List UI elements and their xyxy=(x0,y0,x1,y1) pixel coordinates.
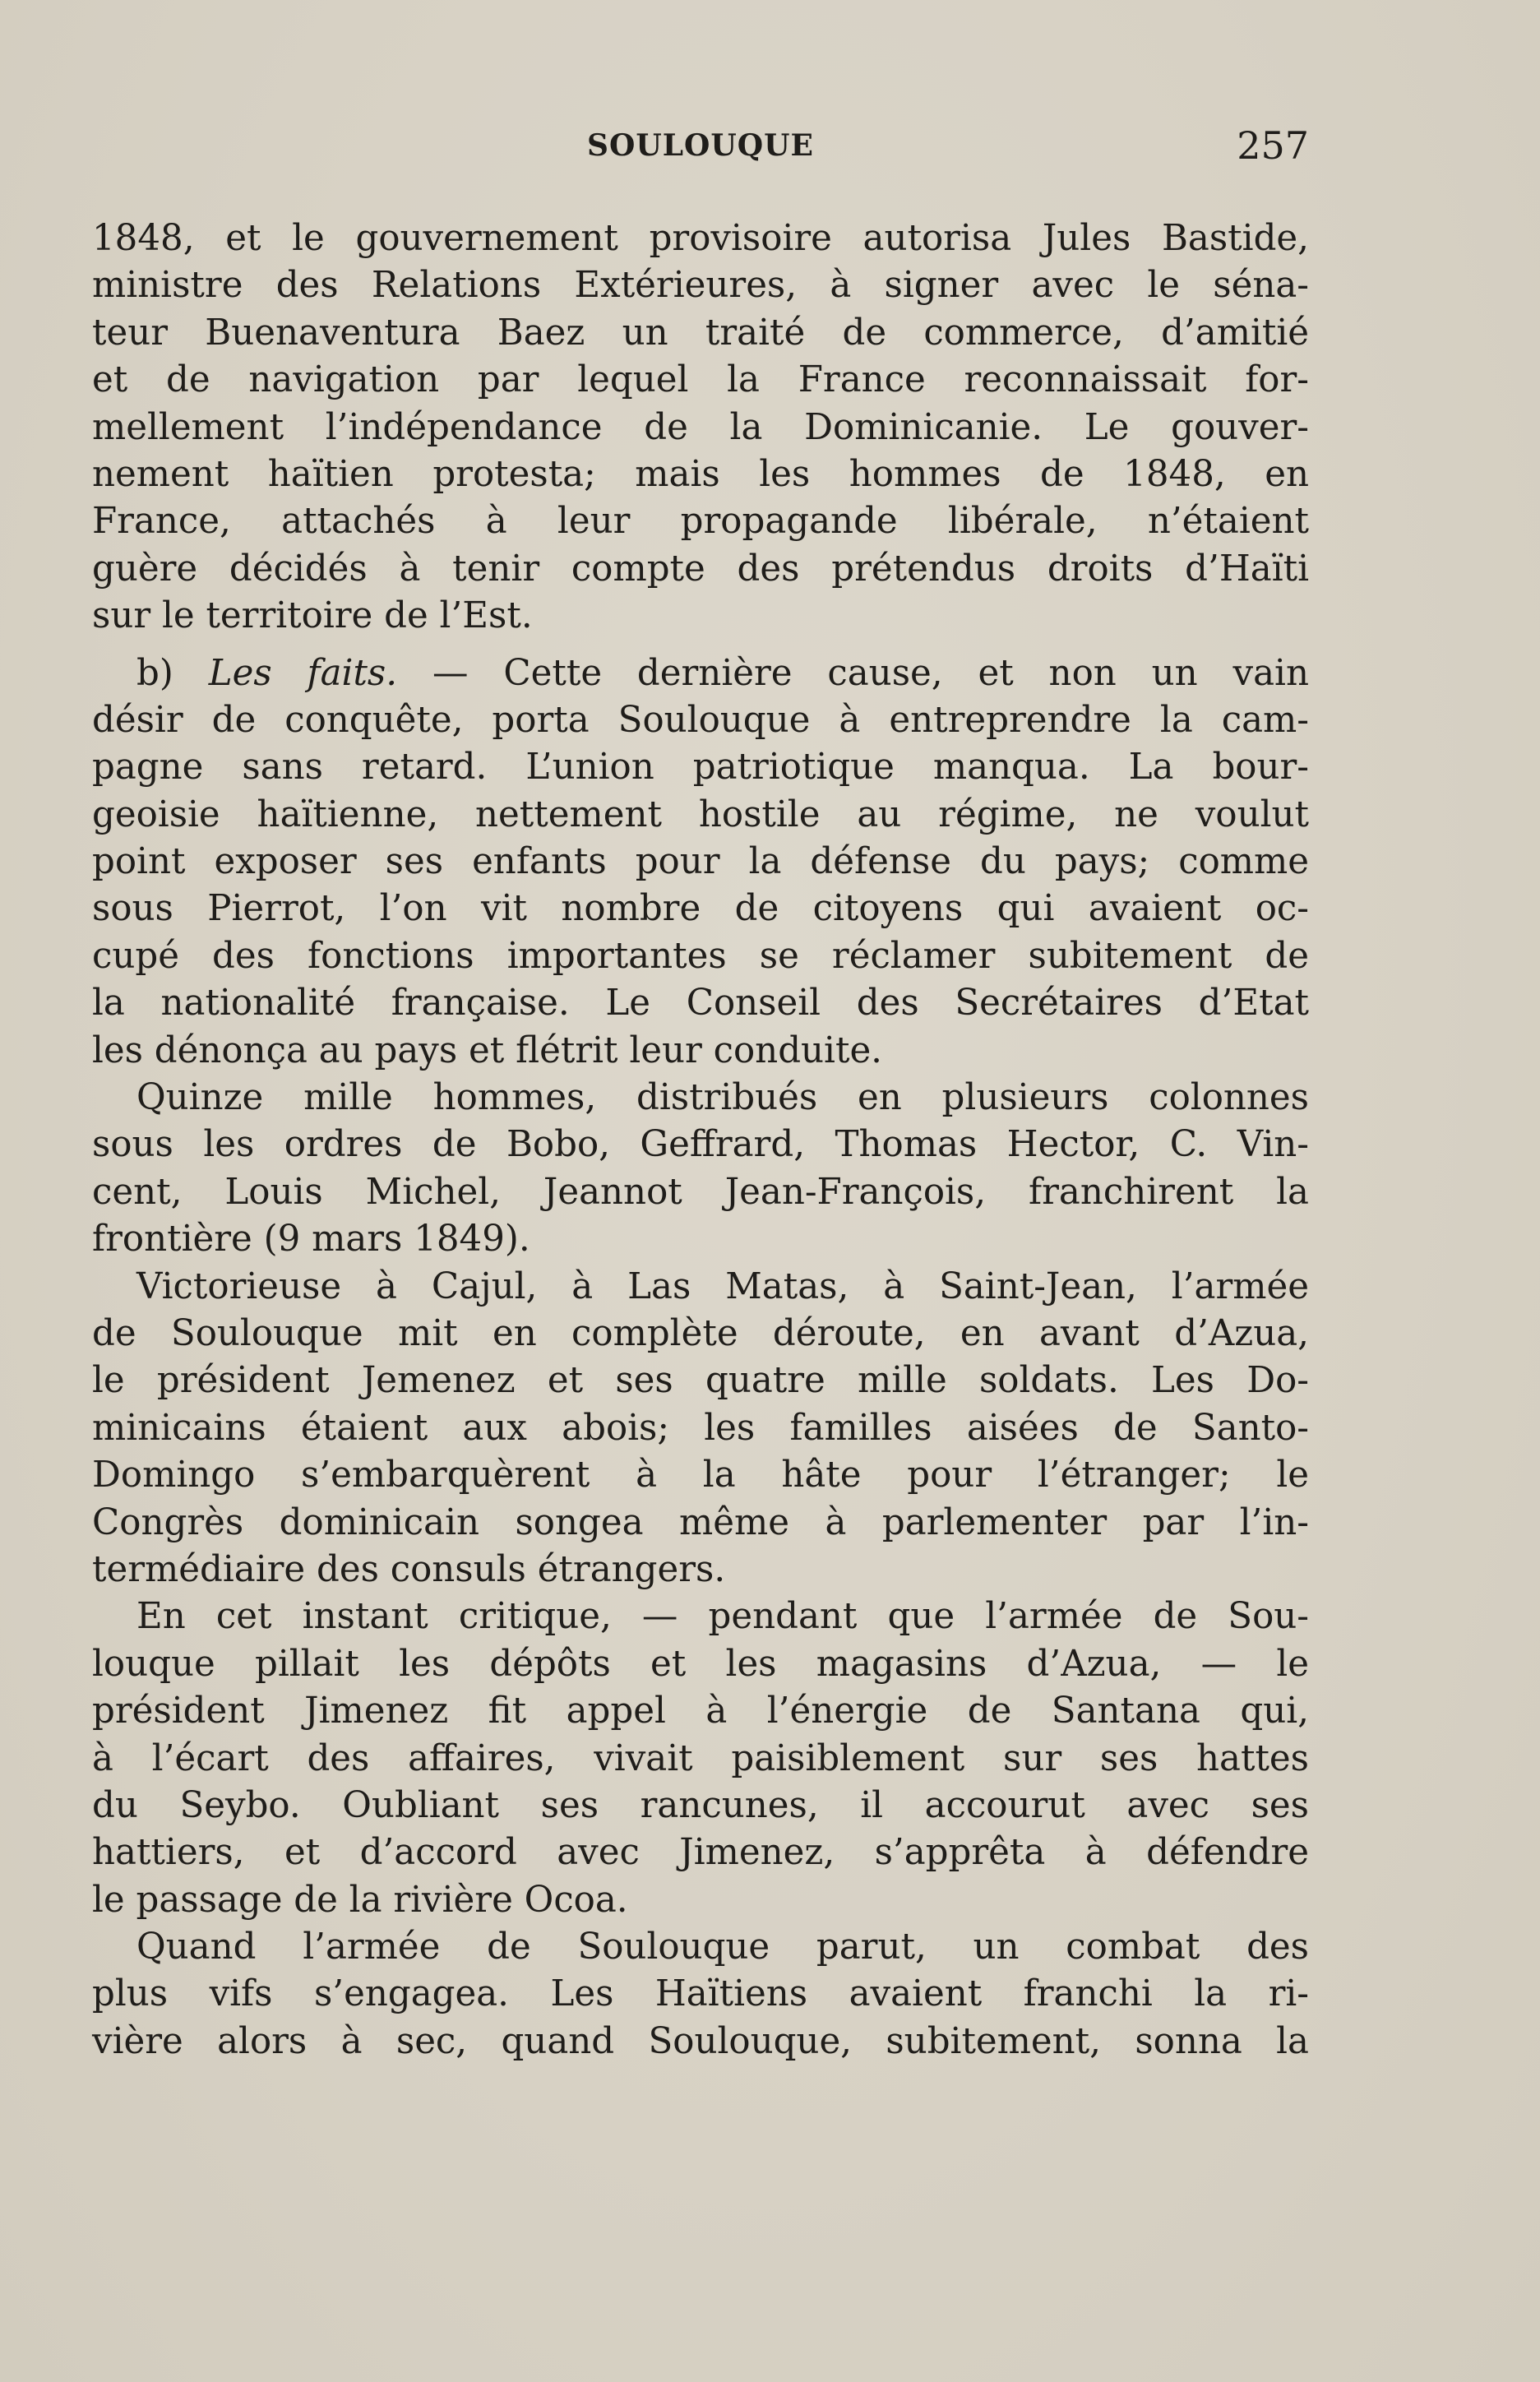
text-line: les dénonça au pays et flétrit leur conduite. xyxy=(92,1029,883,1071)
text-line: ministre des Relations Extérieures, à signer avec le séna- xyxy=(92,265,1309,307)
text-line: louque pillait les dépôts et les magasins d’Azua, — le xyxy=(92,1643,1309,1685)
text-line: geoisie haïtienne, nettement hostile au régime, ne voulut xyxy=(92,793,1309,835)
text-line: vière alors à sec, quand Soulouque, subitement, sonna la xyxy=(92,2020,1309,2062)
text-line: mellement l’indépendance de la Dominicanie. Le gouver- xyxy=(92,406,1309,448)
text-line: sous Pierrot, l’on vit nombre de citoyens qui avaient oc- xyxy=(92,888,1309,930)
text-line: nement haïtien protesta; mais les hommes de 1848, en xyxy=(92,453,1309,495)
paragraph-5 xyxy=(92,1593,1309,1924)
text-line: frontière (9 mars 1849). xyxy=(92,1219,530,1260)
section-marker: b) xyxy=(136,652,209,694)
text-line: de Soulouque mit en complète déroute, en avant d’Azua, xyxy=(92,1312,1309,1354)
text-line: du Seybo. Oubliant ses rancunes, il accourut avec ses xyxy=(92,1784,1309,1826)
text-line: désir de conquête, porta Soulouque à entreprendre la cam- xyxy=(92,699,1309,741)
text-line: cent, Louis Michel, Jeannot Jean-François, franchirent la xyxy=(92,1171,1309,1213)
text-line: Congrès dominicain songea même à parlementer par l’in- xyxy=(92,1501,1309,1543)
text-line: et de navigation par lequel la France reconnaissait for- xyxy=(92,359,1309,401)
paragraph-6 xyxy=(92,1924,1309,2065)
section-heading: Les faits. xyxy=(208,652,398,694)
text-line: pagne sans retard. L’union patriotique manqua. La bour- xyxy=(92,747,1309,789)
text-line: cupé des fonctions importantes se réclamer subitement de xyxy=(92,935,1309,977)
text-line: Domingo s’embarquèrent à la hâte pour l’étranger; le xyxy=(92,1455,1309,1496)
text-line: le président Jemenez et ses quatre mille soldats. Les Do- xyxy=(92,1360,1309,1402)
text-line: guère décidés à tenir compte des prétendus droits d’Haïti xyxy=(92,548,1309,590)
paragraph-3 xyxy=(92,1075,1309,1264)
text-line: hattiers, et d’accord avec Jimenez, s’apprêta à défendre xyxy=(92,1832,1309,1874)
text-line: à l’écart des affaires, vivait paisiblement sur ses hattes xyxy=(92,1737,1309,1779)
page-number: 257 xyxy=(1237,123,1309,168)
text-line: président Jimenez fit appel à l’énergie de Santana qui, xyxy=(92,1691,1309,1732)
page-header xyxy=(92,123,1309,173)
text-line: sur le territoire de l’Est. xyxy=(92,595,533,637)
text-line: 1848, et le gouvernement provisoire autorisa Jules Bastide, xyxy=(92,218,1309,259)
paragraph-4 xyxy=(92,1264,1309,1594)
text-line: la nationalité française. Le Conseil des Secrétaires d’Etat xyxy=(92,983,1309,1024)
first-line-rest: — Cette dernière cause, et non un vain xyxy=(397,652,1309,694)
text-line: minicains étaient aux abois; les familles aisées de Santo- xyxy=(92,1407,1309,1449)
paragraph-gap xyxy=(92,641,1309,650)
text-line: Quand l’armée de Soulouque parut, un combat des xyxy=(136,1926,1309,1968)
text-line: France, attachés à leur propagande libérale, n’étaient xyxy=(92,501,1309,543)
text-line-first xyxy=(92,650,1309,697)
text-line: teur Buenaventura Baez un traité de commerce, d’amitié xyxy=(92,312,1309,354)
text-line: Victorieuse à Cajul, à Las Matas, à Saint-Jean, l’armée xyxy=(136,1265,1309,1307)
text-line: sous les ordres de Bobo, Geffrard, Thomas Hector, C. Vin- xyxy=(92,1124,1309,1166)
text-line: En cet instant critique, — pendant que l’armée de Sou- xyxy=(136,1596,1309,1638)
text-line: le passage de la rivière Ocoa. xyxy=(92,1879,628,1921)
text-line: plus vifs s’engagea. Les Haïtiens avaient franchi la ri- xyxy=(92,1973,1309,2015)
text-line: termédiaire des consuls étrangers. xyxy=(92,1548,726,1590)
paragraph-1 xyxy=(92,215,1309,641)
paragraph-2 xyxy=(92,650,1309,1075)
body-text xyxy=(92,215,1309,2065)
text-line: point exposer ses enfants pour la défense du pays; comme xyxy=(92,841,1309,883)
running-title: SOULOUQUE xyxy=(586,128,814,163)
text-line: Quinze mille hommes, distribués en plusieurs colonnes xyxy=(136,1077,1309,1119)
